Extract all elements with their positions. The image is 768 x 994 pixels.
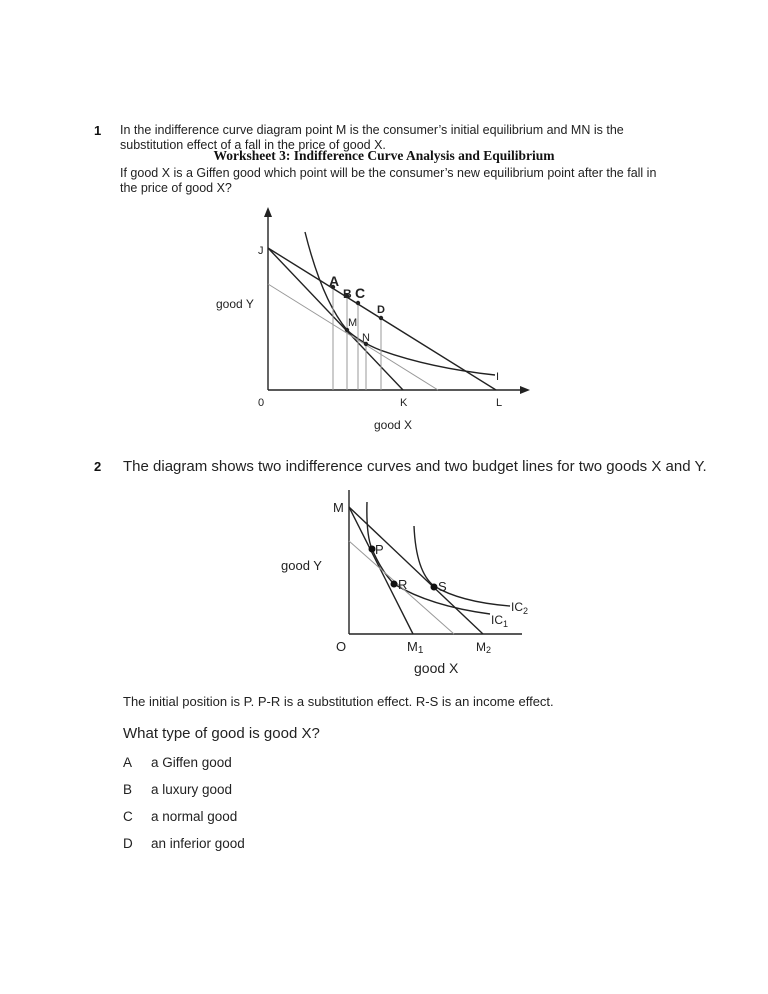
label-origin: 0 bbox=[258, 397, 265, 409]
option-d: D an inferior good bbox=[123, 836, 245, 851]
question-2-number: 2 bbox=[94, 459, 102, 474]
label-m: M bbox=[333, 500, 344, 515]
point-r bbox=[391, 581, 398, 588]
page-title: Worksheet 3: Indifference Curve Analysis and Equilibrium bbox=[213, 148, 555, 163]
label-ic1: $IC_1$ bbox=[491, 613, 509, 629]
question-2-text: The diagram shows two indifference curves and two budget lines for two goods X and Y. bbox=[123, 458, 707, 475]
label-b: B bbox=[343, 287, 352, 301]
label-p: P bbox=[375, 542, 384, 557]
question-1-text: In the indifference curve diagram point M is the consumer’s initial equilibrium and MN is the substitution effect of a fall in the price of good X. bbox=[120, 123, 624, 152]
label-k: K bbox=[400, 397, 408, 409]
indifference-curve-ic2 bbox=[414, 526, 510, 606]
option-b: B a luxury good bbox=[123, 782, 233, 797]
question-2-prompt: What type of good is good X? bbox=[123, 725, 320, 742]
label-m1: M1 bbox=[407, 639, 424, 656]
question-1-number: 1 bbox=[94, 123, 102, 138]
y-axis-label: good Y bbox=[216, 297, 254, 311]
indifference-curve-ic1 bbox=[367, 502, 490, 614]
label-j: J bbox=[258, 245, 264, 257]
label-ic2: $IC_2$ bbox=[511, 600, 529, 616]
question-2-info: The initial position is P. P-R is a substitution effect. R-S is an income effect. bbox=[123, 694, 554, 709]
option-c: C a normal good bbox=[123, 809, 238, 824]
label-s: S bbox=[438, 579, 447, 594]
label-c: C bbox=[355, 285, 366, 301]
label-d: D bbox=[377, 304, 385, 316]
label-m: M bbox=[348, 317, 358, 329]
label-m2: M2 bbox=[476, 640, 492, 655]
option-a: A a Giffen good bbox=[123, 755, 232, 770]
label-r: R bbox=[398, 577, 408, 592]
label-l: L bbox=[496, 397, 503, 409]
x-axis-label: good X bbox=[414, 660, 459, 676]
label-i: I bbox=[496, 371, 500, 383]
label-n: N bbox=[362, 332, 370, 344]
x-axis-label: good X bbox=[374, 418, 413, 432]
y-axis-label: good Y bbox=[281, 558, 322, 573]
budget-line-m1 bbox=[349, 507, 413, 634]
label-a: A bbox=[329, 273, 340, 289]
question-1-prompt: If good X is a Giffen good which point will be the consumer’s new equilibrium point after the fall in the price of good X? bbox=[120, 166, 657, 195]
label-origin: O bbox=[336, 639, 347, 654]
point-s bbox=[431, 584, 438, 591]
budget-line-m2 bbox=[349, 507, 483, 634]
